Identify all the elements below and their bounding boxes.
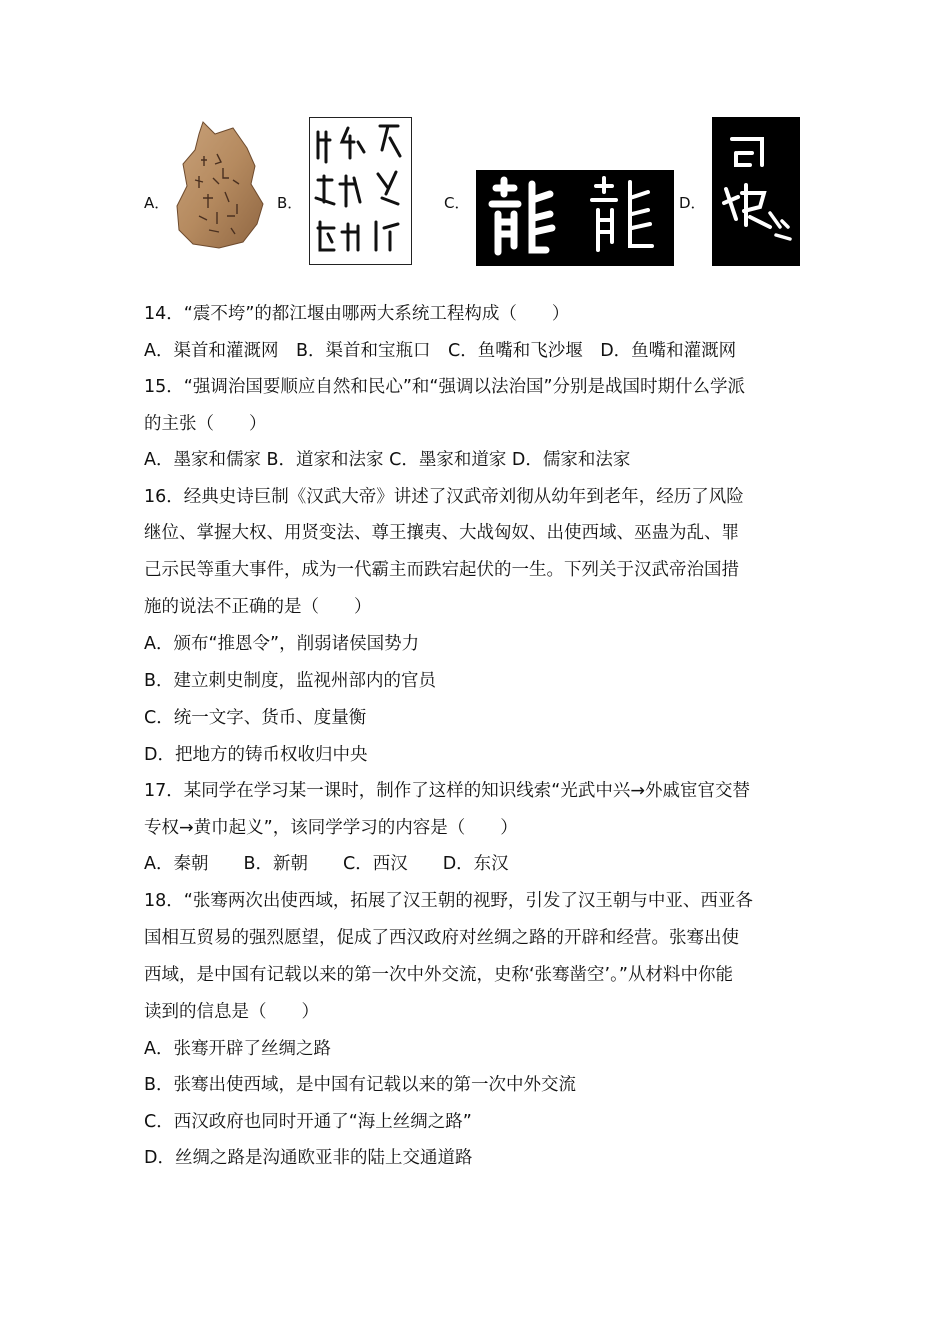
q16-option-a: A．颁布“推恩令”，削弱诸侯国势力 bbox=[144, 634, 420, 654]
q18-option-d: D．丝绸之路是沟通欧亚非的陆上交通道路 bbox=[144, 1148, 473, 1168]
q13-image-options bbox=[0, 115, 950, 275]
q14-stem: 14．“震不垮”的都江堰由哪两大系统工程构成（ ） bbox=[144, 304, 570, 324]
q15-stem-line2: 的主张（ ） bbox=[144, 414, 267, 434]
calligraphy-image bbox=[476, 170, 674, 266]
q16-stem-line3: 己示民等重大事件，成为一代霸主而跌宕起伏的一生。下列关于汉武帝治国措 bbox=[144, 560, 739, 580]
q16-stem-line1: 16．经典史诗巨制《汉武大帝》讲述了汉武帝刘彻从幼年到老年，经历了风险 bbox=[144, 487, 744, 507]
option-d-label: D． bbox=[679, 194, 706, 212]
q16-option-d: D．把地方的铸币权收归中央 bbox=[144, 745, 368, 765]
q18-stem-line3: 西域，是中国有记载以来的第一次中外交流，史称‘张骞凿空’。”从材料中你能 bbox=[144, 965, 733, 985]
option-a-label: A． bbox=[144, 194, 170, 212]
q18-stem-line1: 18．“张骞两次出使西域，拓展了汉王朝的视野，引发了汉王朝与中亚、西亚各 bbox=[144, 891, 753, 911]
q17-stem-line1: 17．某同学在学习某一课时，制作了这样的知识线索“光武中兴→外戚宦官交替 bbox=[144, 781, 750, 801]
q17-stem-line2: 专权→黄巾起义”，该同学学习的内容是（ ） bbox=[144, 818, 518, 838]
option-c-label: C． bbox=[444, 194, 470, 212]
q16-stem-line4: 施的说法不正确的是（ ） bbox=[144, 597, 372, 617]
q16-option-c: C．统一文字、货币、度量衡 bbox=[144, 708, 367, 728]
q15-options: A．墨家和儒家 B．道家和法家 C．墨家和道家 D．儒家和法家 bbox=[144, 450, 631, 470]
q17-options: A．秦朝 B．新朝 C．西汉 D．东汉 bbox=[144, 854, 509, 874]
q18-stem-line4: 读到的信息是（ ） bbox=[144, 1002, 319, 1022]
q16-option-b: B．建立刺史制度，监视州部内的官员 bbox=[144, 671, 437, 691]
q18-stem-line2: 国相互贸易的强烈愿望，促成了西汉政府对丝绸之路的开辟和经营。张骞出使 bbox=[144, 928, 739, 948]
bronze-inscription-image bbox=[309, 117, 412, 265]
q18-option-a: A．张骞开辟了丝绸之路 bbox=[144, 1039, 331, 1059]
q18-option-b: B．张骞出使西域，是中国有记载以来的第一次中外交流 bbox=[144, 1075, 577, 1095]
option-b-label: B． bbox=[277, 194, 303, 212]
q16-stem-line2: 继位、掌握大权、用贤变法、尊王攘夷、大战匈奴、出使西域、巫蛊为乱、罪 bbox=[144, 523, 739, 543]
q18-option-c: C．西汉政府也同时开通了“海上丝绸之路” bbox=[144, 1112, 472, 1132]
cursive-script-image bbox=[712, 117, 800, 266]
q14-options: A．渠首和灌溉网 B．渠首和宝瓶口 C．鱼嘴和飞沙堰 D．鱼嘴和灌溉网 bbox=[144, 341, 737, 361]
q15-stem-line1: 15．“强调治国要顺应自然和民心”和“强调以法治国”分别是战国时期什么学派 bbox=[144, 377, 746, 397]
oracle-bone-image bbox=[173, 120, 268, 250]
